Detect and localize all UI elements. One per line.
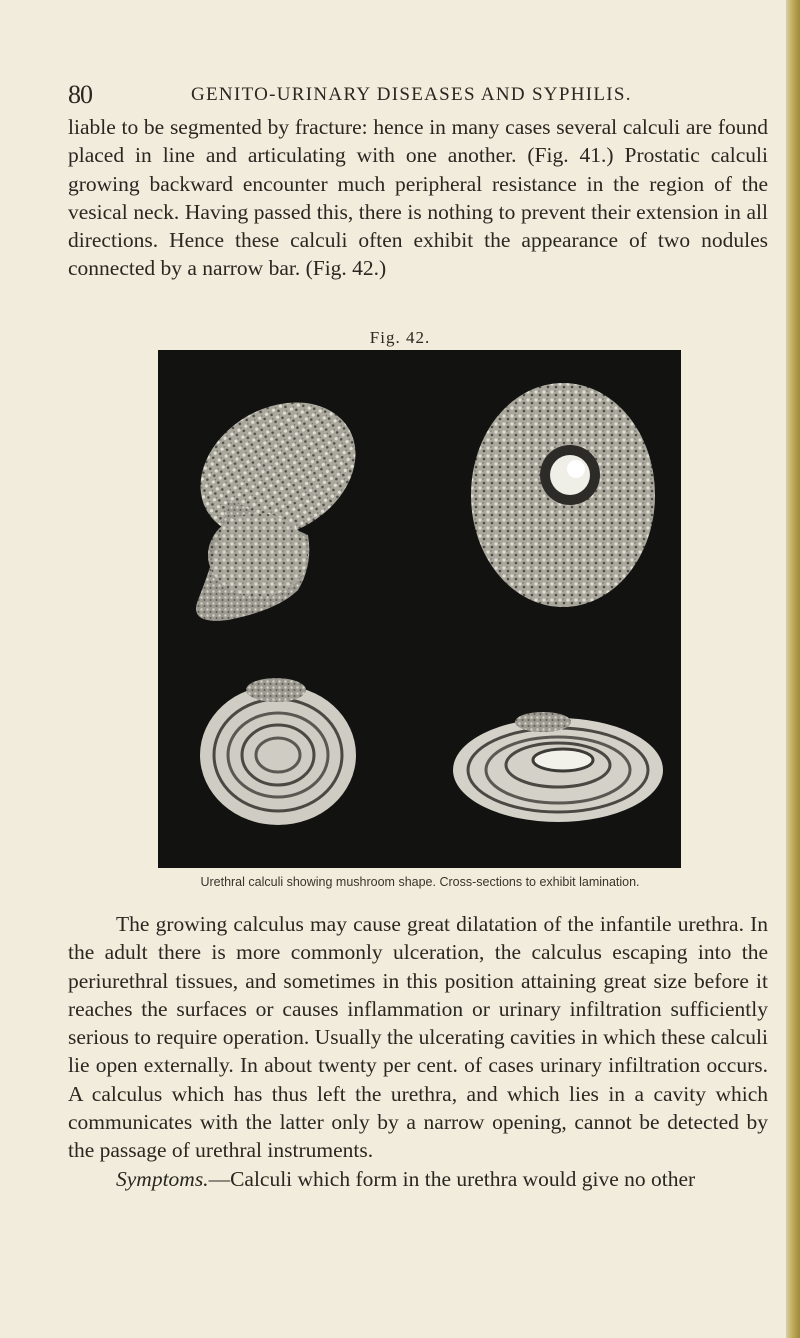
figure-caption: Urethral calculi showing mushroom shape. Cross-sections to exhibit lamination. xyxy=(200,875,640,889)
paragraph-1: liable to be segmented by fracture: hence in many cases several calculi are found placed in line and articulating with one another. (Fig. 41.) Prostatic calculi growing backward encounter much peripheral resistance in the region of the vesical neck. Having passed this, there is nothing to prevent their extension in all directions. Hence these calculi often exhibit the appearance of two nodules connected by a narrow bar. (Fig. 42.) xyxy=(68,115,768,281)
mushroom-calculus-illustration xyxy=(176,375,380,621)
cross-section-right-illustration xyxy=(453,712,663,822)
page-edge xyxy=(786,0,800,1338)
page-number: 80 xyxy=(68,80,92,109)
figure-label: Fig. 42. xyxy=(369,328,431,347)
symptoms-heading: Symptoms. xyxy=(116,1166,209,1191)
figure-image xyxy=(158,350,681,868)
running-head: GENITO-URINARY DISEASES AND SYPHILIS. xyxy=(191,84,632,105)
cross-section-left-illustration xyxy=(200,678,356,825)
body-text-top xyxy=(68,113,768,283)
paragraph-2: The growing calculus may cause great dilatation of the infantile urethra. In the adult there is more commonly ulceration, the calculus escaping into the periurethral tissues, and sometimes in this position attaining great size before it reaches the surfaces or causes inflammation or urinary infiltration sufficiently serious to require operation. Usually the ulcerating cavities in which these calculi lie open externally. In about twenty per cent. of cases urinary infiltration occurs. A calculus which has thus left the urethra, and which lies in a cavity which communicates with the latter only by a narrow opening, cannot be detected by the passage of urethral instruments. xyxy=(68,912,768,1163)
page-header xyxy=(68,80,768,110)
body-text-bottom xyxy=(68,910,768,1193)
paragraph-3-text: —Calculi which form in the urethra would give no other xyxy=(208,1166,696,1191)
socket-calculus-illustration xyxy=(471,383,655,607)
paragraph-3 xyxy=(68,1165,768,1193)
